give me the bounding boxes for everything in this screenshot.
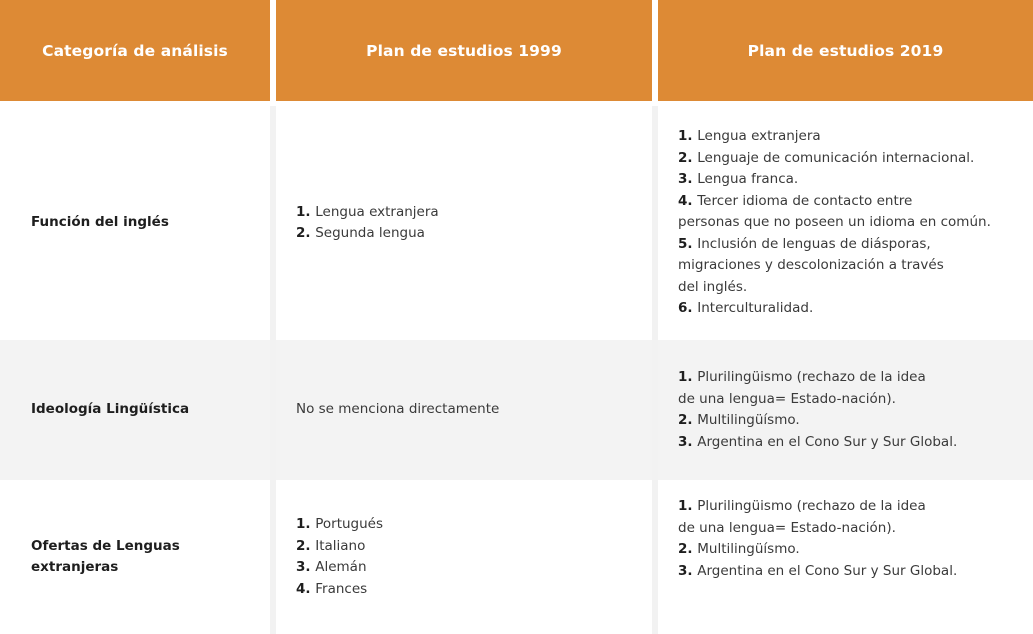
- item-text: Inclusión de lenguas de diásporas,: [697, 235, 931, 252]
- item-text: Plurilingüismo (rechazo de la idea: [697, 369, 926, 385]
- list-item: [678, 496, 957, 518]
- plan-1999-list: [296, 514, 383, 600]
- item-number: 1.: [678, 369, 698, 385]
- item-number: 2.: [678, 412, 698, 428]
- plan-2019-list: [678, 496, 957, 582]
- list-item: [678, 169, 991, 191]
- item-text: Segunda lengua: [315, 225, 425, 241]
- item-text: Lengua extranjera: [697, 128, 821, 145]
- list-item: [678, 432, 957, 454]
- row-plan-2019: [658, 106, 1033, 340]
- item-number: 6.: [678, 300, 698, 317]
- list-item: [678, 410, 957, 432]
- row-category: Función del inglés: [31, 214, 169, 231]
- row-plan-1999: [276, 106, 652, 340]
- item-text: Lengua extranjera: [315, 203, 439, 220]
- row-plan-1999: [276, 340, 652, 480]
- row-category: [0, 480, 270, 634]
- list-item: [296, 223, 439, 245]
- item-text: Italiano: [315, 537, 366, 554]
- item-text: Multilingüísmo.: [697, 541, 800, 557]
- row-category: Ideología Lingüística: [0, 340, 270, 480]
- item-text: Frances: [315, 580, 368, 597]
- item-number: 3.: [678, 562, 698, 579]
- item-number: 2.: [678, 149, 698, 166]
- item-number: 3.: [678, 171, 698, 188]
- list-item: [678, 518, 957, 540]
- item-number: 3.: [678, 433, 698, 450]
- item-text: Lenguaje de comunicación internacional.: [697, 149, 975, 166]
- row-plan-1999: [276, 480, 652, 634]
- list-item: [296, 202, 439, 224]
- list-item: [678, 389, 957, 411]
- list-item: [678, 561, 957, 583]
- item-text: Lengua franca.: [697, 171, 799, 188]
- plan-2019-list: [678, 367, 957, 453]
- header-categoria: Categoría de análisis: [0, 0, 270, 101]
- plan-1999-list: [296, 202, 439, 245]
- list-item: [296, 514, 383, 536]
- item-text: de una lengua= Estado-nación).: [678, 519, 896, 536]
- category-line: Ofertas de Lenguas: [31, 537, 180, 554]
- item-number: 1.: [296, 203, 316, 220]
- plan-1999-text: No se menciona directamente: [296, 401, 500, 418]
- list-item: [678, 234, 991, 256]
- item-text: Plurilingüismo (rechazo de la idea: [697, 498, 926, 514]
- item-text: Portugués: [315, 516, 384, 532]
- plan-2019-list: [678, 126, 991, 320]
- category-line: extranjeras: [31, 559, 119, 575]
- item-text: Argentina en el Cono Sur y Sur Global.: [697, 562, 958, 579]
- item-number: 1.: [296, 516, 316, 532]
- item-text: Argentina en el Cono Sur y Sur Global.: [697, 433, 958, 450]
- list-item: [678, 148, 991, 170]
- item-number: 2.: [296, 537, 316, 554]
- list-item: [678, 255, 991, 277]
- list-item: [678, 539, 957, 561]
- item-text: migraciones y descolonización a través: [678, 257, 944, 274]
- item-number: 2.: [678, 541, 698, 557]
- item-text: Interculturalidad.: [697, 300, 814, 317]
- list-item: [678, 277, 991, 299]
- item-text: personas que no poseen un idioma en común.: [678, 214, 991, 231]
- item-number: 5.: [678, 235, 698, 252]
- list-item: [678, 191, 991, 213]
- item-number: 2.: [296, 225, 316, 241]
- item-number: 4.: [678, 192, 698, 209]
- row-plan-2019: [658, 480, 1033, 634]
- item-text: del inglés.: [678, 278, 748, 295]
- list-item: [678, 298, 991, 320]
- row-plan-2019: [658, 340, 1033, 480]
- item-text: Alemán: [315, 559, 367, 575]
- item-text: Tercer idioma de contacto entre: [697, 192, 913, 209]
- item-number: 3.: [296, 559, 316, 575]
- header-plan-2019: Plan de estudios 2019: [658, 0, 1033, 101]
- list-item: [296, 536, 383, 558]
- item-number: 1.: [678, 498, 698, 514]
- list-item: [678, 126, 991, 148]
- item-number: 1.: [678, 128, 698, 145]
- list-item: [678, 212, 991, 234]
- list-item: [296, 579, 383, 601]
- item-text: Multilingüísmo.: [697, 412, 800, 428]
- header-plan-1999: Plan de estudios 1999: [276, 0, 652, 101]
- item-number: 4.: [296, 580, 316, 597]
- list-item: [678, 367, 957, 389]
- list-item: [296, 557, 383, 579]
- item-text: de una lengua= Estado-nación).: [678, 390, 896, 407]
